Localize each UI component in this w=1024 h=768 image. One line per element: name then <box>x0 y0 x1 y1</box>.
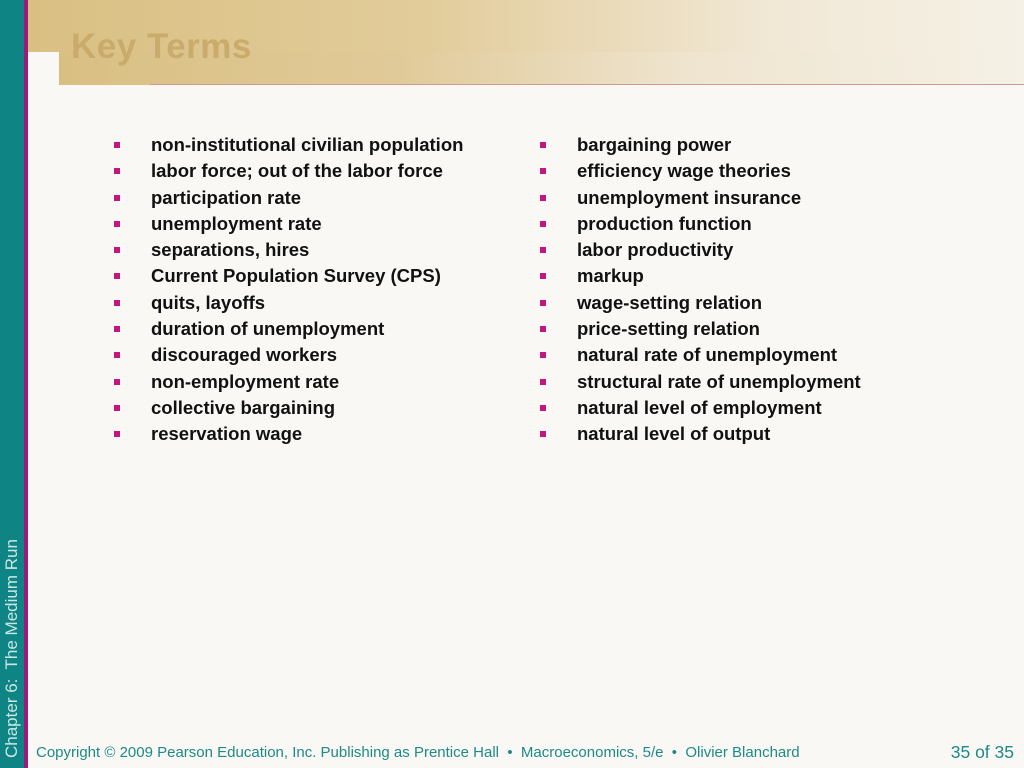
bullet-icon <box>114 431 120 437</box>
bullet-icon <box>114 326 120 332</box>
term-label: markup <box>577 265 644 287</box>
term-label: collective bargaining <box>151 396 336 418</box>
term-label: wage-setting relation <box>577 291 763 313</box>
list-item <box>538 369 861 395</box>
term-label: non-institutional civilian population <box>151 134 464 155</box>
list-item <box>112 263 463 289</box>
bullet-icon <box>114 352 120 358</box>
terms-list-left <box>112 132 463 448</box>
term-label: bargaining power <box>577 134 732 155</box>
term-label: duration of unemployment <box>151 318 385 340</box>
bullet-icon <box>540 195 546 201</box>
list-item <box>538 237 861 263</box>
term-label: labor productivity <box>577 239 734 261</box>
bullet-icon <box>540 221 546 227</box>
page-number: 35 of 35 <box>950 742 1014 762</box>
bullet-icon <box>114 247 120 253</box>
bullet-icon <box>114 273 120 279</box>
bullet-icon <box>114 195 120 201</box>
term-label: non-employment rate <box>151 370 340 392</box>
bullet-icon <box>114 168 120 174</box>
list-item <box>112 342 463 368</box>
chapter-label: Chapter 6: The Medium Run <box>2 539 21 758</box>
list-item <box>538 421 861 447</box>
bullet-icon <box>540 352 546 358</box>
bullet-icon <box>540 247 546 253</box>
bullet-icon <box>114 405 120 411</box>
term-label: production function <box>577 212 752 234</box>
list-item <box>538 342 861 368</box>
bullet-icon <box>114 221 120 227</box>
bullet-icon <box>540 379 546 385</box>
term-label: price-setting relation <box>577 318 760 340</box>
bullet-icon <box>114 142 120 148</box>
list-item <box>538 132 861 158</box>
term-label: participation rate <box>151 186 302 208</box>
terms-list-right <box>538 132 861 448</box>
list-item <box>112 316 463 342</box>
term-label: natural level of employment <box>577 396 822 418</box>
bullet-icon <box>540 326 546 332</box>
bullet-icon <box>114 379 120 385</box>
term-label: quits, layoffs <box>151 291 266 313</box>
list-item <box>112 290 463 316</box>
term-label: unemployment rate <box>151 212 322 234</box>
term-label: structural rate of unemployment <box>577 370 861 392</box>
bullet-icon <box>540 168 546 174</box>
footer-copyright: Copyright © 2009 Pearson Education, Inc. Publishing as Prentice Hall • Macroeconomics, 5/e • Olivier Blanchard <box>36 744 800 761</box>
list-item <box>112 369 463 395</box>
side-accent-stripe <box>24 0 28 768</box>
term-label: Current Population Survey (CPS) <box>151 265 441 287</box>
list-item <box>112 211 463 237</box>
bullet-icon <box>540 431 546 437</box>
list-item <box>538 316 861 342</box>
term-label: natural rate of unemployment <box>577 344 838 366</box>
list-item <box>112 185 463 211</box>
bullet-icon <box>114 300 120 306</box>
bullet-icon <box>540 142 546 148</box>
list-item <box>112 237 463 263</box>
term-label: reservation wage <box>151 423 303 445</box>
term-label: natural level of output <box>577 423 771 445</box>
bullet-icon <box>540 300 546 306</box>
list-item <box>112 132 463 158</box>
list-item <box>538 263 861 289</box>
bullet-icon <box>540 405 546 411</box>
term-label: separations, hires <box>151 239 310 261</box>
list-item <box>538 185 861 211</box>
list-item <box>538 158 861 184</box>
bullet-icon <box>540 273 546 279</box>
slide-title: Key Terms <box>71 27 252 66</box>
list-item <box>112 158 463 184</box>
list-item <box>112 395 463 421</box>
term-label: efficiency wage theories <box>577 160 791 182</box>
term-label: unemployment insurance <box>577 186 802 208</box>
term-label: discouraged workers <box>151 344 338 366</box>
title-divider <box>150 84 1024 85</box>
list-item <box>538 395 861 421</box>
list-item <box>112 421 463 447</box>
list-item <box>538 290 861 316</box>
list-item <box>538 211 861 237</box>
term-label: labor force; out of the labor force <box>151 160 443 182</box>
